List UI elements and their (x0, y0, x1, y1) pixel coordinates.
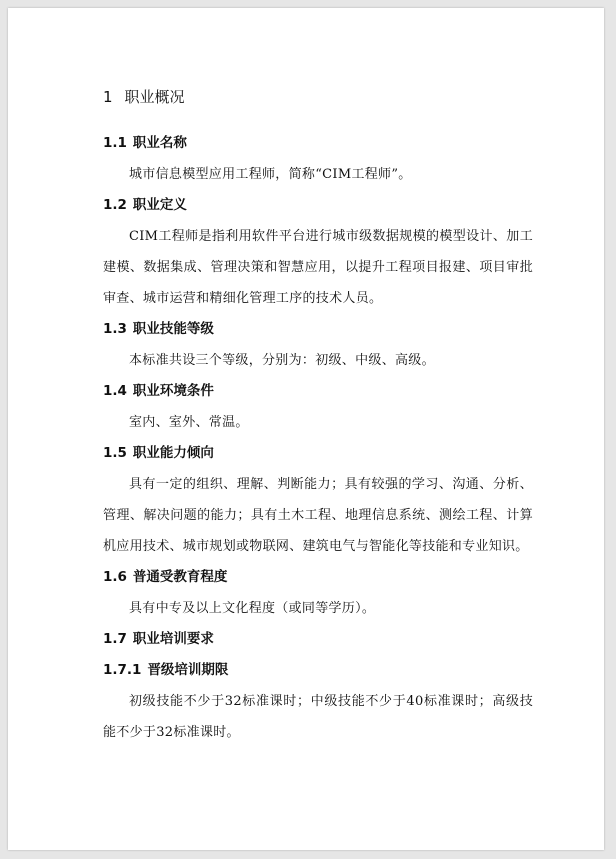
section-paragraph: 城市信息模型应用工程师，简称“CIM工程师”。 (129, 167, 412, 182)
document-page (8, 8, 604, 850)
chapter-heading (103, 86, 533, 108)
chapter-number: 1 (103, 88, 113, 106)
section-number: 1.1 (103, 135, 127, 151)
section-title: 职业环境条件 (132, 383, 214, 399)
section-number: 1.5 (103, 445, 127, 461)
section-number: 1.7 (103, 631, 127, 647)
section-number: 1.2 (103, 197, 127, 213)
section-number: 1.3 (103, 321, 127, 337)
section-title: 职业能力倾向 (132, 445, 214, 461)
section-heading (103, 314, 533, 345)
section-paragraph: CIM工程师是指利用软件平台进行城市级数据规模的模型设计、加工建模、数据集成、管理决策和智慧应用，以提升工程项目报建、项目审批审查、城市运营和精细化管理工序的技术人员。 (103, 229, 533, 306)
section-title: 职业名称 (132, 135, 187, 151)
section-1-5 (103, 438, 533, 562)
section-heading (103, 655, 533, 686)
section-number: 1.7.1 (103, 662, 142, 678)
section-paragraph: 具有一定的组织、理解、判断能力；具有较强的学习、沟通、分析、管理、解决问题的能力；具有土木工程、地理信息系统、测绘工程、计算机应用技术、城市规划或物联网、建筑电气与智能化等技能和专业知识。 (103, 477, 533, 554)
section-heading (103, 128, 533, 159)
section-heading (103, 438, 533, 469)
section-title: 职业培训要求 (132, 631, 214, 647)
section-1-6 (103, 562, 533, 624)
section-1-4 (103, 376, 533, 438)
section-1-2 (103, 190, 533, 314)
section-paragraph: 具有中专及以上文化程度（或同等学历）。 (129, 601, 376, 616)
section-title: 普通受教育程度 (132, 569, 228, 585)
section-1-3 (103, 314, 533, 376)
section-heading (103, 624, 533, 655)
section-heading (103, 190, 533, 221)
section-1-1 (103, 128, 533, 190)
section-paragraph: 初级技能不少于32标准课时；中级技能不少于40标准课时；高级技能不少于32标准课时。 (103, 694, 533, 740)
section-heading (103, 562, 533, 593)
section-1-7 (103, 624, 533, 655)
page-content (103, 86, 533, 748)
section-1-7-1 (103, 655, 533, 748)
section-number: 1.4 (103, 383, 127, 399)
section-title: 职业技能等级 (132, 321, 214, 337)
section-paragraph: 本标准共设三个等级，分别为：初级、中级、高级。 (129, 353, 435, 368)
section-heading (103, 376, 533, 407)
section-paragraph: 室内、室外、常温。 (129, 415, 249, 430)
section-title: 职业定义 (132, 197, 187, 213)
chapter-title: 职业概况 (124, 88, 185, 106)
section-title: 晋级培训期限 (147, 662, 229, 678)
section-number: 1.6 (103, 569, 127, 585)
